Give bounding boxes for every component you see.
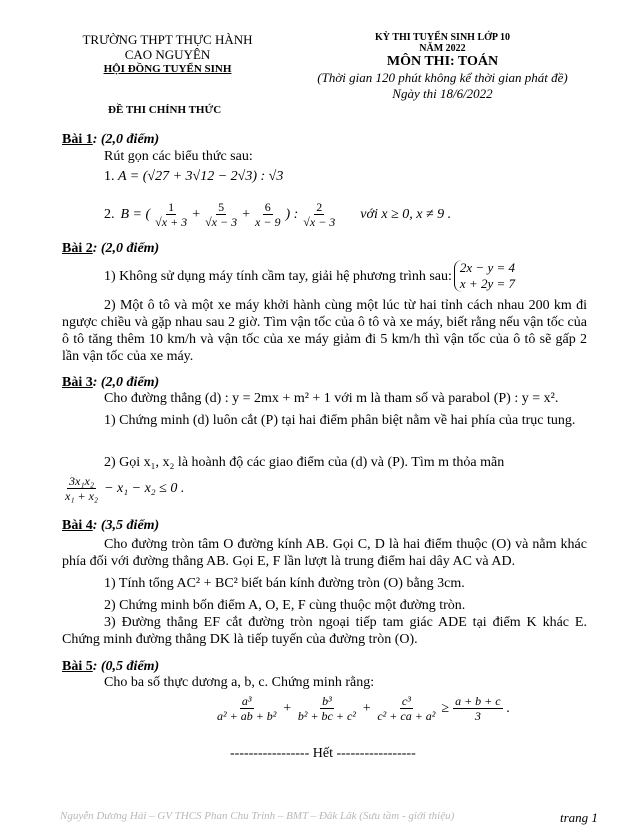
bai5-frac1 xyxy=(215,694,278,723)
frac-numerator: c³ xyxy=(401,694,411,708)
frac-numerator: a + b + c xyxy=(455,694,501,708)
bai1-q2-frac1 xyxy=(153,200,189,229)
exam-time: (Thời gian 120 phút không kể thời gian phát đề) xyxy=(317,70,568,85)
exam-subject: MÔN THI: TOÁN xyxy=(386,54,499,69)
bai3-title: Bài 3 xyxy=(62,375,93,390)
bai4-q1: 1) Tính tổng AC² + BC² biết bán kính đường tròn (O) bằng 3cm. xyxy=(104,576,465,591)
frac-denominator: √x + 3 xyxy=(155,215,188,229)
school-name-line2: CAO NGUYÊN xyxy=(124,47,211,62)
bai4-q3: 3) Đường thẳng EF cắt đường tròn ngoại tiếp tam giác ADE tại điểm K khác E. Chứng minh đường thẳng DK là tiếp tuyến của đường tròn (O). xyxy=(62,615,587,647)
frac-denominator: b² + bc + c² xyxy=(297,709,356,723)
page-number: trang 1 xyxy=(560,810,598,825)
bai5-frac-rhs xyxy=(453,694,503,723)
exam-year: NĂM 2022 xyxy=(419,43,466,54)
bai4-heading xyxy=(62,517,159,534)
bai5-heading xyxy=(62,658,159,675)
bai1-q2-label: 2. xyxy=(104,207,115,222)
bai4-q2: 2) Chứng minh bốn điểm A, O, E, F cùng thuộc một đường tròn. xyxy=(104,598,466,613)
bai3-points: : (2,0 điểm) xyxy=(92,375,160,390)
frac-denominator: √x − 3 xyxy=(205,215,238,229)
frac-denominator: a² + ab + b² xyxy=(217,709,277,723)
bai1-q2-frac3 xyxy=(253,200,282,229)
frac-numerator: 6 xyxy=(264,200,271,214)
bai3-q1: 1) Chứng minh (d) luôn cắt (P) tại hai điểm phân biệt nằm về hai phía của trục tung. xyxy=(104,413,576,428)
bai4-intro: Cho đường tròn tâm O đường kính AB. Gọi C, D là hai điểm thuộc (O) và nằm khác phía đối với đường thẳng AB. Gọi E, F lần lượt là trung điểm hai dây AC và AD. xyxy=(62,537,587,569)
bai5-points: : (0,5 điểm) xyxy=(92,659,160,674)
bai1-q2-mid: ) : xyxy=(285,207,299,222)
exam-date: Ngày thi 18/6/2022 xyxy=(392,86,493,101)
bai1-q2-condition: với x ≥ 0, x ≠ 9 . xyxy=(360,207,452,222)
bai3-q2-condition xyxy=(62,474,184,503)
bai5-title: Bài 5 xyxy=(62,659,93,674)
bai1-q2-frac2 xyxy=(203,200,239,229)
bai1-q1-label: 1. xyxy=(104,169,115,184)
footer-credit: Nguyễn Dương Hải – GV THCS Phan Chu Trinh – BMT – Đăk Lăk (Sưu tầm - giới thiệu) xyxy=(60,810,455,822)
frac-numerator: 2 xyxy=(316,200,323,214)
header-left xyxy=(60,32,275,77)
bai1-q1-expr: A = (√27 + 3√12 − 2√3) : √3 xyxy=(118,169,284,184)
bai3-q2-tail: − x₁ − x₂ ≤ 0 . xyxy=(104,481,185,496)
bai1-q2: 2. B = ( $\frac{1}{√x + 3}$ + $\frac{5}{√x - 3}$ + $\frac{6}{x - 9}$ ) : $\frac{2}{√x - 3}$ với x ≥ 0, x ≠ 9 . xyxy=(104,200,452,229)
end-marker: ----------------- Hết ----------------- xyxy=(230,746,416,761)
bai1-intro: Rút gọn các biểu thức sau: xyxy=(104,149,253,164)
bai3-frac xyxy=(63,474,100,503)
header-right xyxy=(300,32,585,102)
bai1-points: : (2,0 điểm) xyxy=(92,132,160,147)
bai5-frac2 xyxy=(296,694,358,723)
bai2-points: : (2,0 điểm) xyxy=(92,241,160,256)
bai5-intro: Cho ba số thực dương a, b, c. Chứng minh rằng: xyxy=(104,675,375,690)
frac-denominator: x₁ + x₂ xyxy=(65,489,99,503)
frac-denominator: 3 xyxy=(474,709,481,723)
school-name-line1: TRƯỜNG THPT THỰC HÀNH xyxy=(82,32,253,47)
official-exam-label: ĐỀ THI CHÍNH THỨC xyxy=(108,104,222,116)
frac-numerator: a³ xyxy=(241,694,252,708)
bai1-title: Bài 1 xyxy=(62,132,93,147)
bai2-heading xyxy=(62,240,159,257)
frac-denominator: √x − 3 xyxy=(303,215,336,229)
frac-numerator: 1 xyxy=(168,200,175,214)
bai3-heading xyxy=(62,374,159,391)
equation-system xyxy=(454,260,515,292)
bai4-title: Bài 4 xyxy=(62,518,93,533)
bai5-frac3 xyxy=(375,694,437,723)
bai2-title: Bài 2 xyxy=(62,241,93,256)
frac-denominator: c² + ca + a² xyxy=(377,709,436,723)
frac-numerator: 3x₁x₂ xyxy=(69,474,95,488)
bai4-points: : (3,5 điểm) xyxy=(92,518,160,533)
exam-title: KỲ THI TUYỂN SINH LỚP 10 xyxy=(375,32,510,43)
bai2-q1 xyxy=(104,260,515,292)
bai3-intro: Cho đường thẳng (d) : y = 2mx + m² + 1 với m là tham số và parabol (P) : y = x². xyxy=(104,391,559,406)
bai2-q1-text: 1) Không sử dụng máy tính cầm tay, giải hệ phương trình sau: xyxy=(104,268,452,284)
frac-numerator: 5 xyxy=(218,200,225,214)
bai1-q2-frac4 xyxy=(301,200,337,229)
bai1-q1 xyxy=(104,168,283,185)
frac-denominator: x − 9 xyxy=(255,215,281,229)
equation-2: x + 2y = 7 xyxy=(459,276,515,291)
council-name: HỘI ĐỒNG TUYỂN SINH xyxy=(103,63,232,75)
bai1-heading xyxy=(62,131,159,148)
bai1-q2-lhs: B = ( xyxy=(120,207,151,222)
frac-numerator: b³ xyxy=(322,694,332,708)
bai5-inequality: $\frac{\text{a³}}{\text{a² + ab + b²}}$ + $\frac{\text{b³}}{\text{b² + bc + c²}}$ + $\frac{\text{c³}}{\text{c² + ca + a²}}$ ≥ $\frac{a + b + c}{3}$ . xyxy=(217,694,511,723)
bai2-q2: 2) Một ô tô và một xe máy khởi hành cùng một lúc từ hai tỉnh cách nhau 200 km đi ngược chiều và gặp nhau sau 2 giờ. Tìm vận tốc của ô tô và xe máy, biết rằng nếu vận tốc của ô tô tăng thêm 10 km/h và vận tốc của xe máy giảm đi 5 km/h thì vận tốc của ô tô sẽ gấp 2 lần vận tốc của xe máy. xyxy=(62,298,587,364)
bai3-q2: 2) Gọi x₁, x₂ là hoành độ các giao điểm của (d) và (P). Tìm m thỏa mãn xyxy=(104,455,505,470)
equation-1: 2x − y = 4 xyxy=(459,260,515,275)
